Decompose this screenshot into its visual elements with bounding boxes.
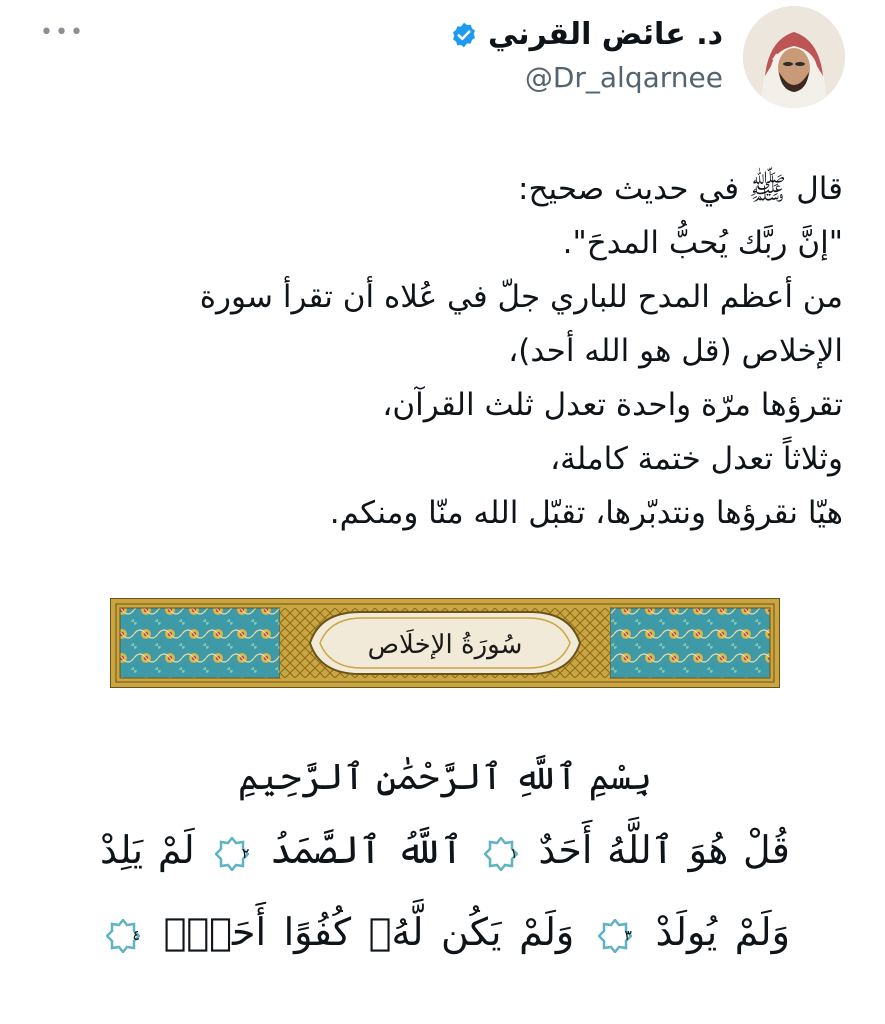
author-display-name[interactable]: د. عائض القرني	[487, 17, 723, 52]
ayah-number: ٣	[624, 927, 632, 944]
author-name-row[interactable]	[450, 16, 723, 54]
tweet-line: وثلاثاً تعدل ختمة كاملة،	[550, 441, 843, 477]
verse-3-continued-text: وَلَمْ يُولَدْ	[655, 910, 790, 954]
ayah-number: ١	[510, 845, 518, 862]
verse-1-text: قُلْ هُوَ ٱللَّهُ أَحَدٌ	[538, 828, 790, 872]
tweet-header	[0, 0, 885, 120]
tweet-line: من أعظم المدح للباري جلّ في عُلاه أن تقرأ سورة	[199, 279, 843, 315]
tweet-line: هيّا نقرؤها ونتدبّرها، تقبّل الله منّا ومنكم.	[329, 495, 843, 531]
ayah-end-marker	[106, 919, 140, 953]
tweet-text	[43, 162, 843, 540]
surah-title: سُورَةُ الإخلَاص	[367, 630, 523, 660]
avatar-photo	[743, 6, 845, 108]
verified-badge-icon	[450, 21, 478, 49]
ayah-end-marker	[598, 919, 632, 953]
tweet-line: قال ﷺ في حديث صحيح:	[518, 171, 843, 207]
ayah-end-marker	[215, 837, 249, 871]
ayah-end-marker	[484, 837, 518, 871]
author-handle[interactable]: @Dr_alqarnee	[524, 61, 723, 94]
verse-2-text: ٱللَّهُ ٱلصَّمَدُ	[270, 828, 463, 872]
tweet-line: "إنَّ ربَّك يُحبُّ المدحَ".	[562, 225, 843, 261]
ayah-number: ٢	[241, 845, 250, 862]
tweet-line: الإخلاص (قل هو الله أحد)،	[508, 333, 843, 369]
more-horizontal-icon[interactable]: •••	[40, 20, 85, 45]
surah-header-banner[interactable]	[110, 598, 780, 688]
bismillah-line: بِسْمِ ٱللَّهِ ٱلرَّحْمَٰنِ ٱلرَّحِيمِ	[237, 757, 653, 798]
surah-banner-ornament	[110, 598, 780, 688]
tweet-line: تقرؤها مرّة واحدة تعدل ثلث القرآن،	[382, 387, 843, 423]
verse-4-text: وَلَمْ يَكُن لَّهُۥ كُفُوًا أَحَدٌۢ	[163, 910, 575, 954]
verse-line-1	[100, 820, 790, 880]
verse-3-text: لَمْ يَلِدْ	[100, 828, 195, 872]
avatar[interactable]	[743, 6, 845, 108]
verse-line-2	[100, 902, 790, 962]
ayah-number: ٤	[132, 927, 140, 944]
